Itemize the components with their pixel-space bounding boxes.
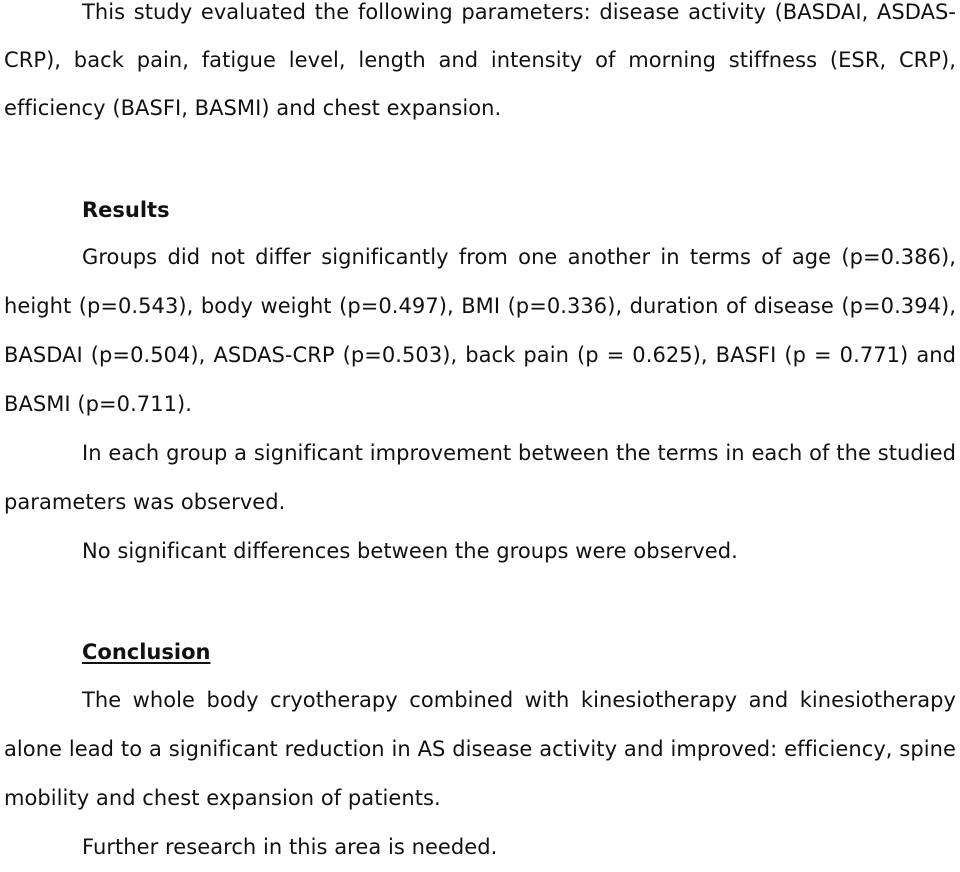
results-paragraph-differences: No significant differences between the groups were observed.	[82, 539, 738, 563]
conclusion-paragraph-further: Further research in this area is needed.	[82, 835, 498, 859]
results-paragraph-improvement: In each group a significant improvement between the terms in each of the studied parameters was observed.	[4, 441, 956, 514]
conclusion-section	[4, 676, 956, 872]
results-section	[4, 233, 956, 576]
intro-paragraph: This study evaluated the following parameters: disease activity (BASDAI, ASDAS-CRP), back pain, fatigue level, length and intensity of morning stiffness (ESR, CRP), efficiency (BASFI, BASMI) and chest expansion.	[4, 0, 956, 120]
conclusion-heading: Conclusion	[82, 640, 211, 664]
results-paragraph-groups: Groups did not differ significantly from one another in terms of age (p=0.386), height (p=0.543), body weight (p=0.497), BMI (p=0.336), duration of disease (p=0.394), BASDAI (p=0.504), ASDAS-CRP (p=0.503), back pain (p = 0.625), BASFI (p = 0.771) and BASMI (p=0.711).	[4, 245, 956, 416]
conclusion-paragraph-main: The whole body cryotherapy combined with kinesiotherapy and kinesiotherapy alone lead to a significant reduction in AS disease activity and improved: efficiency, spine mobility and chest expansion of patients.	[4, 688, 956, 810]
results-heading: Results	[82, 198, 170, 222]
